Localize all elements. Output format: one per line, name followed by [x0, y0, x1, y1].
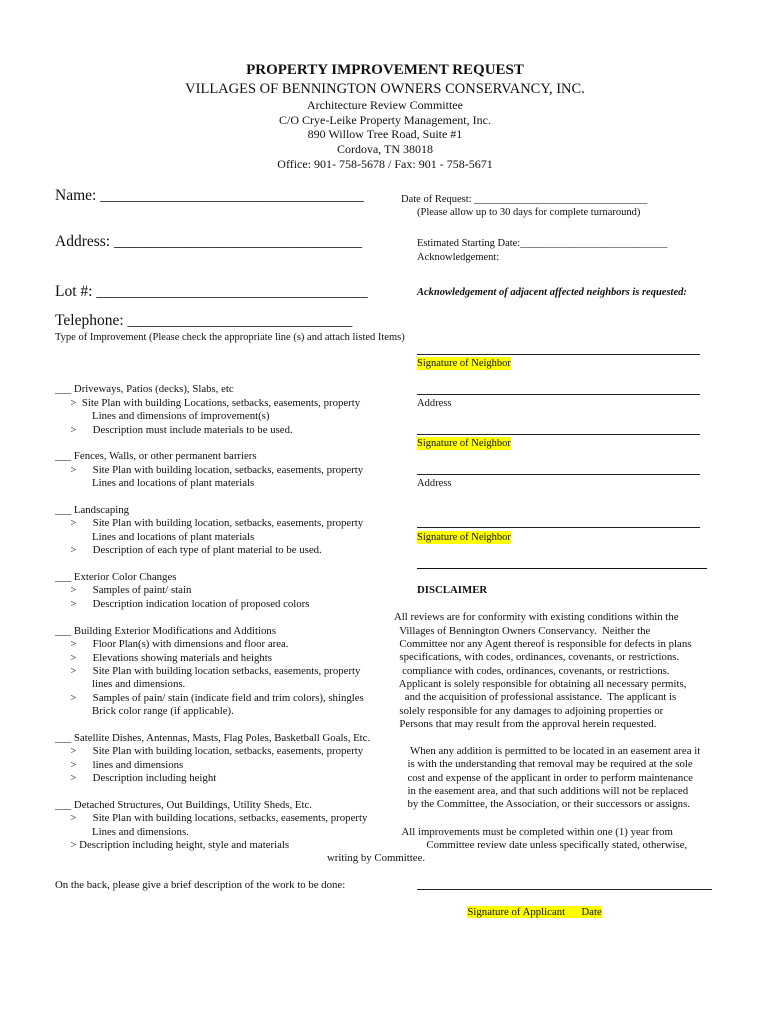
street-address: 890 Willow Tree Road, Suite #1: [307, 127, 463, 141]
list-item: > Description of each type of plant material to be used.: [65, 544, 322, 556]
list-item: Lines and dimensions.: [65, 826, 189, 838]
list-item: > Site Plan with building location, setbacks, easements, property: [65, 745, 364, 757]
disclaimer-line: specifications, with codes, ordinances, covenants, or restrictions.: [394, 651, 680, 663]
list-item: > Site Plan with building locations, setbacks, easements, property: [65, 812, 368, 824]
disclaimer-line: and the acquisition of professional assistance. The applicant is: [394, 691, 677, 703]
disclaimer-line: Applicant is solely responsible for obtaining all necessary permits,: [394, 678, 687, 690]
disclaimer-line: is with the understanding that removal may be required at the sole: [394, 758, 693, 770]
list-item: > Site Plan with building location, setbacks, easements, property: [65, 517, 364, 529]
disclaimer-line: solely responsible for any damages to adjoining properties or: [394, 705, 664, 717]
section-color-title[interactable]: ___ Exterior Color Changes: [55, 571, 177, 583]
form-title: PROPERTY IMPROVEMENT REQUEST: [246, 62, 524, 78]
disclaimer-divider: [417, 568, 707, 569]
list-item: > Description including height: [65, 772, 217, 784]
turnaround-note: (Please allow up to 30 days for complete turnaround): [417, 207, 641, 218]
writing-by-committee: writing by Committee.: [327, 852, 426, 864]
neighbor-address-line-2[interactable]: [417, 474, 700, 475]
telephone-field[interactable]: Telephone: _____________________________: [55, 312, 353, 329]
neighbor-signature-label-2: Signature of Neighbor: [417, 438, 511, 449]
section-detached-title[interactable]: ___ Detached Structures, Out Buildings, Utility Sheds, Etc.: [55, 799, 312, 811]
disclaimer-line: Committee review date unless specifically stated, otherwise,: [394, 839, 688, 851]
list-item: > Site Plan with building Locations, setbacks, easements, property: [65, 397, 361, 409]
disclaimer-line: by the Committee, the Association, or their successors or assigns.: [394, 798, 690, 810]
neighbor-signature-line-1[interactable]: [417, 354, 700, 355]
acknowledgement-label: Acknowledgement:: [417, 252, 500, 263]
applicant-signature-block: [462, 893, 602, 920]
care-of-line: C/O Crye-Leike Property Management, Inc.: [279, 113, 491, 127]
list-item: > lines and dimensions: [65, 759, 184, 771]
disclaimer-title: DISCLAIMER: [417, 584, 488, 596]
neighbor-signature-line-3[interactable]: [417, 527, 700, 528]
list-item: > Elevations showing materials and heights: [65, 652, 272, 664]
disclaimer-line: compliance with codes, ordinances, covenants, or restrictions.: [394, 665, 670, 677]
neighbor-address-line-1[interactable]: [417, 394, 700, 395]
section-landscaping-title[interactable]: ___ Landscaping: [55, 504, 130, 516]
list-item: > Samples of paint/ stain: [65, 584, 192, 596]
neighbor-signature-label-3: Signature of Neighbor: [417, 532, 511, 543]
improvement-type-instructions: Type of Improvement (Please check the appropriate line (s) and attach listed Items): [55, 332, 405, 343]
disclaimer-line: in the easement area, and that such additions will not be replaced: [394, 785, 689, 797]
neighbor-signature-label-1: Signature of Neighbor: [417, 358, 511, 369]
name-field[interactable]: Name: __________________________________: [55, 187, 364, 204]
disclaimer-line: Villages of Bennington Owners Conservancy. Neither the: [394, 625, 651, 637]
list-item: lines and dimensions.: [65, 678, 186, 690]
address-field[interactable]: Address: ________________________________: [55, 233, 362, 250]
disclaimer-line: All improvements must be completed within one (1) year from: [394, 826, 673, 838]
section-driveways-title[interactable]: ___ Driveways, Patios (decks), Slabs, etc: [55, 383, 234, 395]
neighbor-address-label-1: Address: [417, 398, 452, 409]
city-state-zip: Cordova, TN 38018: [336, 142, 434, 156]
disclaimer-line: cost and expense of the applicant in order to perform maintenance: [394, 772, 693, 784]
applicant-signature-label: Signature of Applicant: [467, 906, 566, 919]
disclaimer-line: All reviews are for conformity with existing conditions within the: [394, 611, 679, 623]
applicant-signature-line[interactable]: [417, 889, 712, 890]
date-of-request-field[interactable]: Date of Request: _________________________________: [401, 194, 648, 205]
disclaimer-line: When any addition is permitted to be located in an easement area it: [394, 745, 701, 757]
lot-field[interactable]: Lot #: ___________________________________: [55, 283, 368, 300]
neighbor-ack-heading: Acknowledgement of adjacent affected neighbors is requested:: [417, 287, 687, 298]
neighbor-signature-line-2[interactable]: [417, 434, 700, 435]
organization-name: VILLAGES OF BENNINGTON OWNERS CONSERVANCY, INC.: [185, 81, 585, 97]
committee-line: Architecture Review Committee: [307, 98, 463, 112]
list-item: Lines and locations of plant materials: [65, 531, 255, 543]
disclaimer-line: Persons that may result from the approval herein requested.: [394, 718, 657, 730]
list-item: > Description indication location of proposed colors: [65, 598, 310, 610]
section-building-title[interactable]: ___ Building Exterior Modifications and Additions: [55, 625, 277, 637]
list-item: > Site Plan with building location setbacks, easements, property: [65, 665, 361, 677]
list-item: Lines and dimensions of improvement(s): [65, 410, 270, 422]
list-item: > Samples of pain/ stain (indicate field and trim colors), shingles: [65, 692, 364, 704]
applicant-date-label: Date: [581, 906, 602, 919]
list-item: > Description must include materials to be used.: [65, 424, 293, 436]
back-description-note: On the back, please give a brief description of the work to be done:: [55, 879, 346, 891]
list-item: Lines and locations of plant materials: [65, 477, 255, 489]
disclaimer-line: Committee nor any Agent thereof is responsible for defects in plans: [394, 638, 692, 650]
section-satellite-title[interactable]: ___ Satellite Dishes, Antennas, Masts, Flag Poles, Basketball Goals, Etc.: [55, 732, 371, 744]
phone-fax-line: Office: 901- 758-5678 / Fax: 901 - 758-5671: [277, 157, 493, 171]
list-item: > Site Plan with building location, setbacks, easements, property: [65, 464, 364, 476]
estimated-start-field[interactable]: Estimated Starting Date:____________________________: [417, 238, 668, 249]
list-item: > Description including height, style and materials: [65, 839, 290, 851]
neighbor-address-label-2: Address: [417, 478, 452, 489]
list-item: Brick color range (if applicable).: [65, 705, 234, 717]
list-item: > Floor Plan(s) with dimensions and floor area.: [65, 638, 289, 650]
section-fences-title[interactable]: ___ Fences, Walls, or other permanent barriers: [55, 450, 257, 462]
